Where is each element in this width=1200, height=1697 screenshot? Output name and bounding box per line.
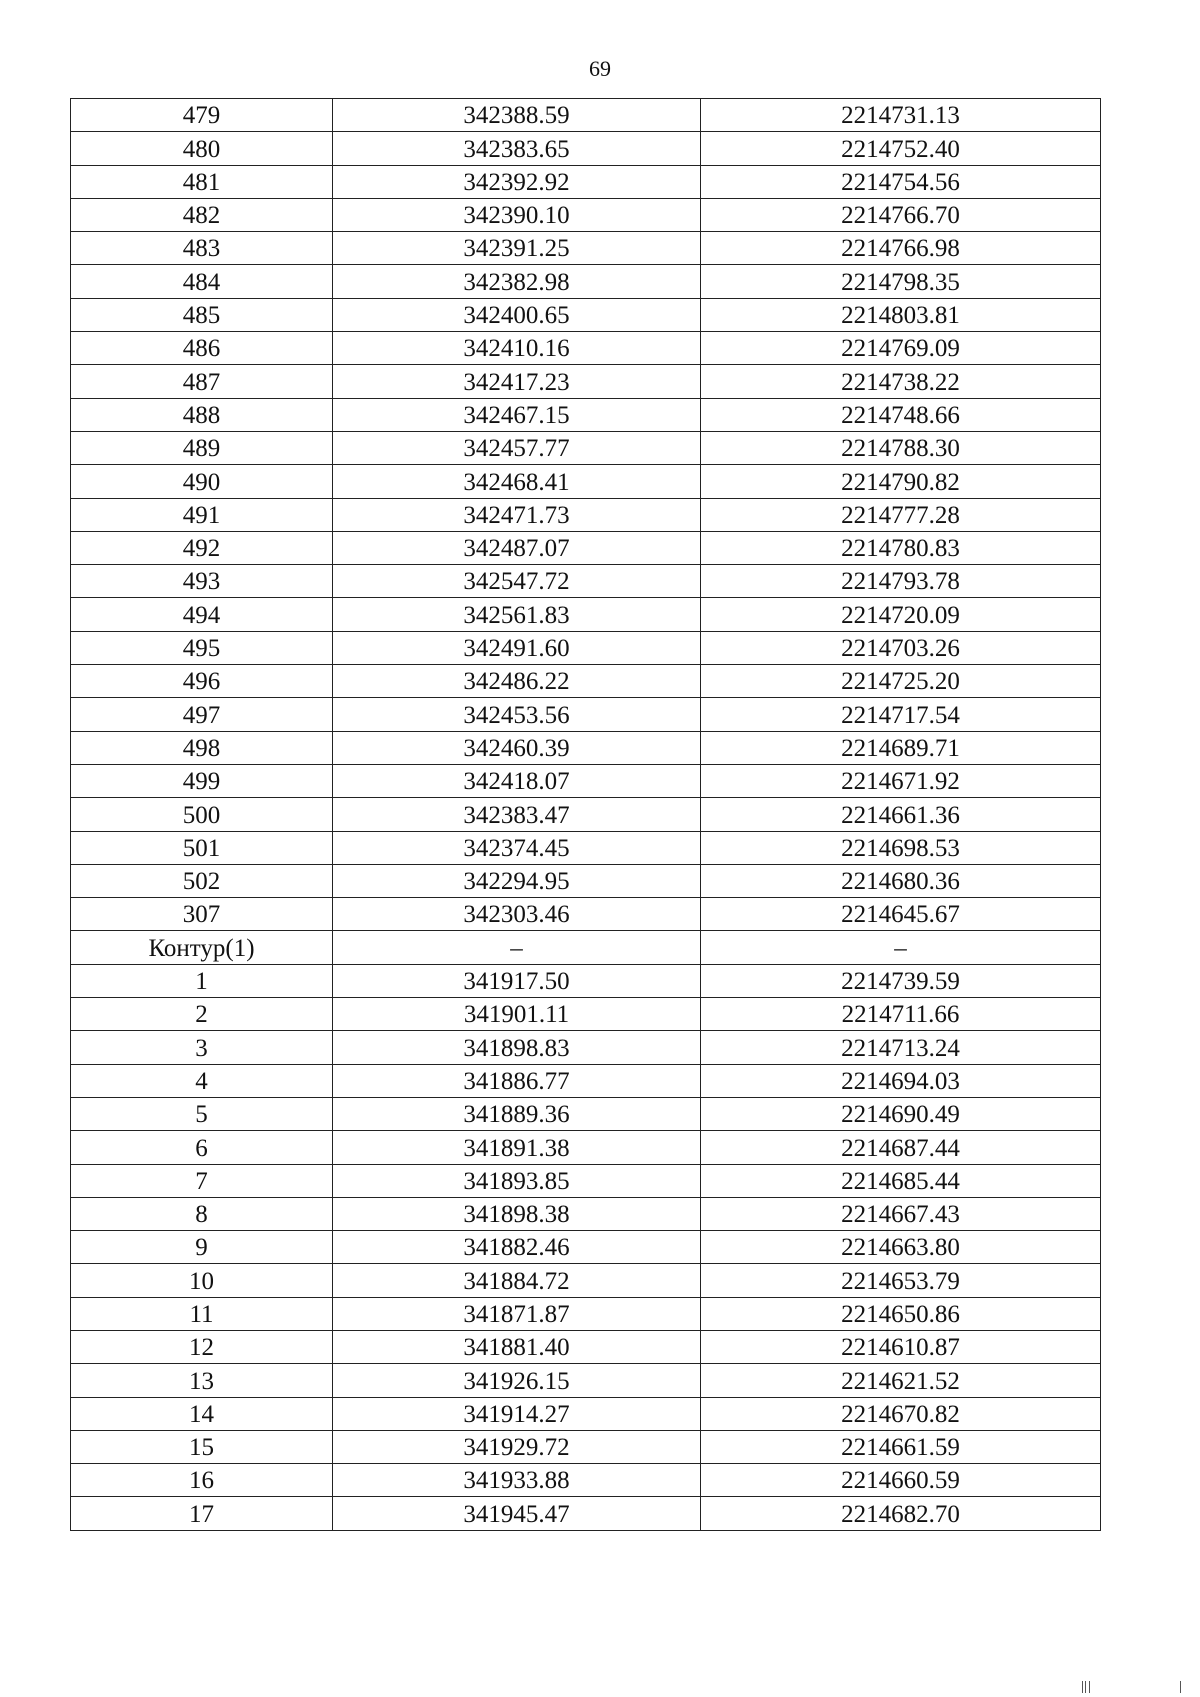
table-row (71, 132, 1101, 165)
y-coordinate-cell: 2214698.53 (701, 831, 1101, 864)
table-row (71, 931, 1101, 964)
point-number-cell: 499 (71, 764, 333, 797)
y-coordinate-cell: 2214687.44 (701, 1131, 1101, 1164)
y-coordinate-cell: 2214685.44 (701, 1164, 1101, 1197)
point-number-cell: 489 (71, 431, 333, 464)
y-coordinate-cell: 2214754.56 (701, 165, 1101, 198)
y-coordinate-cell: 2214725.20 (701, 665, 1101, 698)
y-coordinate-cell: 2214660.59 (701, 1464, 1101, 1497)
y-coordinate-cell: 2214682.70 (701, 1497, 1101, 1530)
table-row (71, 798, 1101, 831)
table-row (71, 465, 1101, 498)
x-coordinate-cell: 341884.72 (333, 1264, 701, 1297)
y-coordinate-cell: 2214769.09 (701, 332, 1101, 365)
y-coordinate-cell: 2214621.52 (701, 1364, 1101, 1397)
point-number-cell: 10 (71, 1264, 333, 1297)
table-row (71, 198, 1101, 231)
table-row (71, 165, 1101, 198)
point-number-cell: 484 (71, 265, 333, 298)
table-row (71, 332, 1101, 365)
table-row (71, 764, 1101, 797)
y-coordinate-cell: 2214738.22 (701, 365, 1101, 398)
point-number-cell: 492 (71, 531, 333, 564)
x-coordinate-cell: 342468.41 (333, 465, 701, 498)
point-number-cell: 307 (71, 898, 333, 931)
x-coordinate-cell: 342294.95 (333, 864, 701, 897)
x-coordinate-cell: 341926.15 (333, 1364, 701, 1397)
point-number-cell: 12 (71, 1330, 333, 1363)
x-coordinate-cell: 342374.45 (333, 831, 701, 864)
y-coordinate-cell: 2214788.30 (701, 431, 1101, 464)
table-row (71, 1031, 1101, 1064)
point-number-cell: 497 (71, 698, 333, 731)
x-coordinate-cell: 342467.15 (333, 398, 701, 431)
point-number-cell: 498 (71, 731, 333, 764)
y-coordinate-cell: 2214731.13 (701, 99, 1101, 132)
y-coordinate-cell: 2214739.59 (701, 964, 1101, 997)
point-number-cell: 17 (71, 1497, 333, 1530)
x-coordinate-cell: 342410.16 (333, 332, 701, 365)
x-coordinate-cell: 342487.07 (333, 531, 701, 564)
table-row (71, 1131, 1101, 1164)
x-coordinate-cell: 341891.38 (333, 1131, 701, 1164)
point-number-cell: 6 (71, 1131, 333, 1164)
table-row (71, 565, 1101, 598)
y-coordinate-cell: 2214748.66 (701, 398, 1101, 431)
table-row (71, 265, 1101, 298)
x-coordinate-cell: 341882.46 (333, 1231, 701, 1264)
point-number-cell: 483 (71, 232, 333, 265)
y-coordinate-cell: 2214667.43 (701, 1197, 1101, 1230)
table-row (71, 531, 1101, 564)
y-coordinate-cell: 2214690.49 (701, 1097, 1101, 1130)
point-number-cell: 5 (71, 1097, 333, 1130)
table-row (71, 1297, 1101, 1330)
table-row (71, 698, 1101, 731)
table-row (71, 1364, 1101, 1397)
point-number-cell: 11 (71, 1297, 333, 1330)
y-coordinate-cell: 2214798.35 (701, 265, 1101, 298)
y-coordinate-cell: 2214650.86 (701, 1297, 1101, 1330)
point-number-cell: 494 (71, 598, 333, 631)
point-number-cell: 496 (71, 665, 333, 698)
y-coordinate-cell: 2214717.54 (701, 698, 1101, 731)
x-coordinate-cell: 342561.83 (333, 598, 701, 631)
y-coordinate-cell: 2214713.24 (701, 1031, 1101, 1064)
point-number-cell: 495 (71, 631, 333, 664)
table-row (71, 598, 1101, 631)
table-row (71, 1197, 1101, 1230)
point-number-cell: 1 (71, 964, 333, 997)
table-row (71, 1430, 1101, 1463)
x-coordinate-cell: 342460.39 (333, 731, 701, 764)
point-number-cell: 2 (71, 998, 333, 1031)
x-coordinate-cell: 341933.88 (333, 1464, 701, 1497)
x-coordinate-cell: 342491.60 (333, 631, 701, 664)
x-coordinate-cell: 341929.72 (333, 1430, 701, 1463)
x-coordinate-cell: 342417.23 (333, 365, 701, 398)
x-coordinate-cell: 341945.47 (333, 1497, 701, 1530)
y-coordinate-cell: 2214670.82 (701, 1397, 1101, 1430)
x-coordinate-cell: 342547.72 (333, 565, 701, 598)
y-coordinate-cell: 2214711.66 (701, 998, 1101, 1031)
y-coordinate-cell: – (701, 931, 1101, 964)
table-row (71, 498, 1101, 531)
point-number-cell: 14 (71, 1397, 333, 1430)
point-number-cell: 8 (71, 1197, 333, 1230)
table-row (71, 998, 1101, 1031)
x-coordinate-cell: 341914.27 (333, 1397, 701, 1430)
table-row (71, 864, 1101, 897)
point-number-cell: 3 (71, 1031, 333, 1064)
table-row (71, 398, 1101, 431)
x-coordinate-cell: 342388.59 (333, 99, 701, 132)
table-row (71, 365, 1101, 398)
table-row (71, 831, 1101, 864)
point-number-cell: Контур(1) (71, 931, 333, 964)
x-coordinate-cell: 341901.11 (333, 998, 701, 1031)
table-row (71, 898, 1101, 931)
point-number-cell: 500 (71, 798, 333, 831)
table-row (71, 1397, 1101, 1430)
x-coordinate-cell: 342400.65 (333, 298, 701, 331)
coordinates-table-body (71, 99, 1101, 1531)
x-coordinate-cell: 342486.22 (333, 665, 701, 698)
table-row (71, 1164, 1101, 1197)
point-number-cell: 488 (71, 398, 333, 431)
x-coordinate-cell: 341881.40 (333, 1330, 701, 1363)
table-row (71, 99, 1101, 132)
x-coordinate-cell: – (333, 931, 701, 964)
table-row (71, 431, 1101, 464)
table-row (71, 731, 1101, 764)
scan-marks (1076, 1679, 1186, 1693)
table-row (71, 631, 1101, 664)
point-number-cell: 480 (71, 132, 333, 165)
x-coordinate-cell: 342391.25 (333, 232, 701, 265)
x-coordinate-cell: 342453.56 (333, 698, 701, 731)
x-coordinate-cell: 341886.77 (333, 1064, 701, 1097)
y-coordinate-cell: 2214661.36 (701, 798, 1101, 831)
point-number-cell: 487 (71, 365, 333, 398)
point-number-cell: 486 (71, 332, 333, 365)
point-number-cell: 482 (71, 198, 333, 231)
y-coordinate-cell: 2214793.78 (701, 565, 1101, 598)
y-coordinate-cell: 2214645.67 (701, 898, 1101, 931)
x-coordinate-cell: 342303.46 (333, 898, 701, 931)
x-coordinate-cell: 341898.38 (333, 1197, 701, 1230)
y-coordinate-cell: 2214803.81 (701, 298, 1101, 331)
y-coordinate-cell: 2214610.87 (701, 1330, 1101, 1363)
y-coordinate-cell: 2214766.98 (701, 232, 1101, 265)
coordinates-table (70, 98, 1101, 1531)
point-number-cell: 15 (71, 1430, 333, 1463)
point-number-cell: 4 (71, 1064, 333, 1097)
y-coordinate-cell: 2214766.70 (701, 198, 1101, 231)
table-row (71, 1264, 1101, 1297)
y-coordinate-cell: 2214780.83 (701, 531, 1101, 564)
point-number-cell: 485 (71, 298, 333, 331)
point-number-cell: 7 (71, 1164, 333, 1197)
point-number-cell: 502 (71, 864, 333, 897)
y-coordinate-cell: 2214790.82 (701, 465, 1101, 498)
y-coordinate-cell: 2214671.92 (701, 764, 1101, 797)
point-number-cell: 491 (71, 498, 333, 531)
point-number-cell: 490 (71, 465, 333, 498)
x-coordinate-cell: 342392.92 (333, 165, 701, 198)
table-row (71, 1231, 1101, 1264)
x-coordinate-cell: 341889.36 (333, 1097, 701, 1130)
y-coordinate-cell: 2214689.71 (701, 731, 1101, 764)
y-coordinate-cell: 2214653.79 (701, 1264, 1101, 1297)
y-coordinate-cell: 2214720.09 (701, 598, 1101, 631)
y-coordinate-cell: 2214663.80 (701, 1231, 1101, 1264)
table-row (71, 1330, 1101, 1363)
x-coordinate-cell: 342457.77 (333, 431, 701, 464)
x-coordinate-cell: 342383.47 (333, 798, 701, 831)
y-coordinate-cell: 2214752.40 (701, 132, 1101, 165)
point-number-cell: 9 (71, 1231, 333, 1264)
table-row (71, 1464, 1101, 1497)
table-row (71, 1497, 1101, 1530)
x-coordinate-cell: 342383.65 (333, 132, 701, 165)
y-coordinate-cell: 2214661.59 (701, 1430, 1101, 1463)
y-coordinate-cell: 2214777.28 (701, 498, 1101, 531)
y-coordinate-cell: 2214694.03 (701, 1064, 1101, 1097)
y-coordinate-cell: 2214680.36 (701, 864, 1101, 897)
table-row (71, 232, 1101, 265)
point-number-cell: 13 (71, 1364, 333, 1397)
x-coordinate-cell: 341917.50 (333, 964, 701, 997)
x-coordinate-cell: 341871.87 (333, 1297, 701, 1330)
x-coordinate-cell: 342471.73 (333, 498, 701, 531)
point-number-cell: 481 (71, 165, 333, 198)
point-number-cell: 493 (71, 565, 333, 598)
table-row (71, 298, 1101, 331)
x-coordinate-cell: 341898.83 (333, 1031, 701, 1064)
page-number: 69 (589, 56, 611, 81)
x-coordinate-cell: 342390.10 (333, 198, 701, 231)
table-row (71, 1064, 1101, 1097)
y-coordinate-cell: 2214703.26 (701, 631, 1101, 664)
point-number-cell: 479 (71, 99, 333, 132)
point-number-cell: 16 (71, 1464, 333, 1497)
point-number-cell: 501 (71, 831, 333, 864)
table-row (71, 1097, 1101, 1130)
table-row (71, 964, 1101, 997)
x-coordinate-cell: 341893.85 (333, 1164, 701, 1197)
table-row (71, 665, 1101, 698)
x-coordinate-cell: 342418.07 (333, 764, 701, 797)
x-coordinate-cell: 342382.98 (333, 265, 701, 298)
